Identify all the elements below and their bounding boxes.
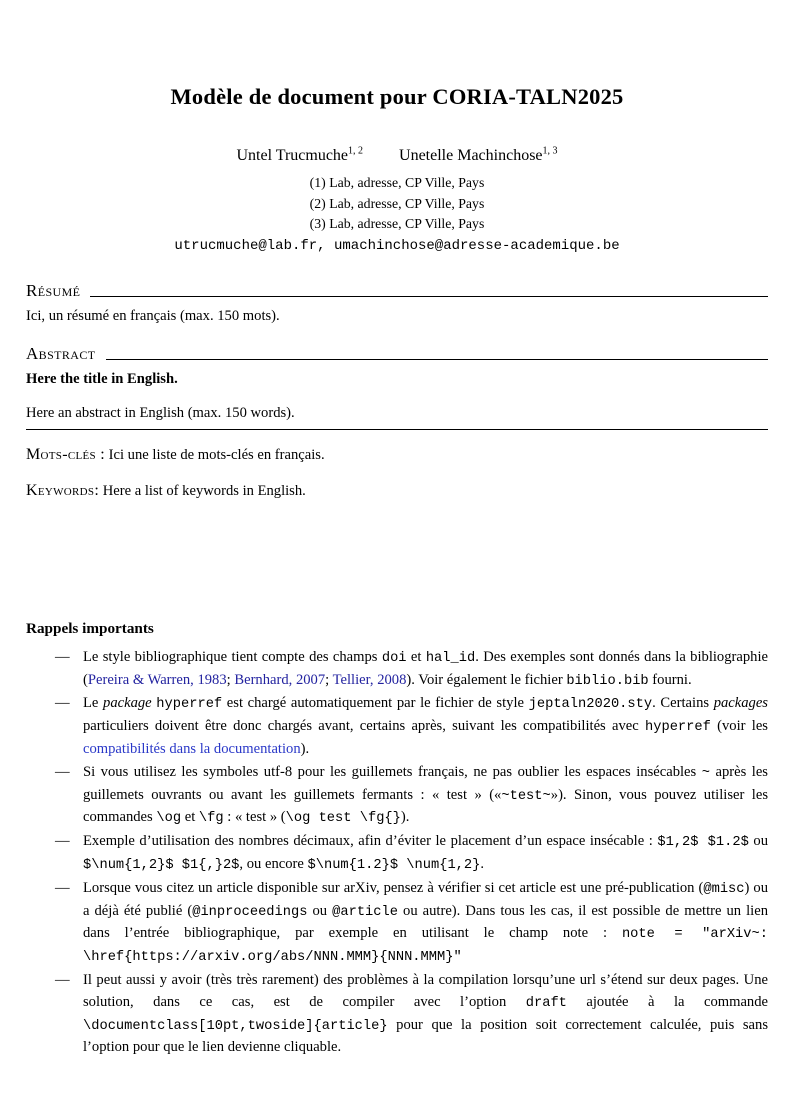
heading-rule bbox=[90, 296, 768, 297]
code-span: $\num{1,2}$ $1{,}2$ bbox=[83, 857, 240, 873]
abstract-section bbox=[26, 344, 768, 430]
code-span: hal_id bbox=[425, 650, 476, 666]
code-span: ~ bbox=[701, 765, 710, 781]
author-emails: utrucmuche@lab.fr, umachinchose@adresse-academique.be bbox=[174, 237, 620, 254]
text-segment: ) ou a déjà été publié ( bbox=[83, 879, 768, 919]
abstract-text: Here an abstract in English (max. 150 words). bbox=[26, 404, 295, 421]
reminders-heading: Rappels importants bbox=[26, 619, 154, 637]
resume-section bbox=[26, 281, 768, 327]
resume-heading bbox=[26, 281, 768, 301]
code-span: \documentclass[10pt,twoside]{article} bbox=[83, 1018, 388, 1034]
text-segment: après les guillemets ouvrants ou avant les guillemets fermants : « test » (« bbox=[83, 763, 768, 803]
affiliation-line: (1) Lab, adresse, CP Ville, Pays bbox=[309, 175, 485, 190]
text-segment: . Certains bbox=[652, 695, 714, 712]
text-segment: Si vous utilisez les symboles utf-8 pour les guillemets français, ne pas oublier les espaces insécables bbox=[83, 763, 702, 780]
text-segment: ou autre). Dans tous les cas, il est possible de mettre un lien dans l’entrée bibliographique, par exemple en utilisant le champ note : bbox=[83, 902, 769, 942]
affiliation-line: (2) Lab, adresse, CP Ville, Pays bbox=[309, 195, 485, 211]
text-segment: »). Sinon, vous pouvez utiliser les commandes bbox=[83, 786, 768, 826]
code-span: \og test \fg{} bbox=[285, 811, 401, 827]
keywords-label: Keywords: bbox=[26, 481, 100, 499]
text-segment: particuliers doivent être donc chargés avant, certains après, suivant les compatibilités avec bbox=[83, 718, 645, 735]
code-span: \og bbox=[156, 811, 182, 827]
text-segment: Le style bibliographique tient compte des champs bbox=[83, 648, 382, 665]
documentation-link[interactable]: compatibilités dans la documentation bbox=[83, 740, 301, 757]
resume-label: Résumé bbox=[26, 280, 81, 300]
text-segment: ). bbox=[400, 809, 410, 826]
bullet-dash: — bbox=[55, 648, 70, 665]
paper-title: Modèle de document pour CORIA-TALN2025 bbox=[170, 84, 624, 109]
text-segment: . Des exemples sont donnés dans la bibliographie ( bbox=[83, 648, 768, 688]
text-segment: Le bbox=[83, 695, 104, 712]
emphasis-text: packages bbox=[713, 695, 768, 712]
list-item bbox=[55, 762, 768, 830]
citation-link[interactable]: Pereira & Warren, 1983 bbox=[87, 671, 227, 688]
code-span: @misc bbox=[703, 881, 745, 897]
text-segment: ; bbox=[325, 671, 333, 688]
citation-link[interactable]: Tellier, 2008 bbox=[332, 671, 407, 688]
abstract-label: Abstract bbox=[26, 343, 96, 363]
list-item bbox=[55, 831, 768, 877]
code-span: $\num{1.2}$ \num{1,2} bbox=[307, 857, 481, 873]
affiliations-block bbox=[26, 173, 768, 235]
motscles-line bbox=[26, 444, 768, 466]
affiliation-line: (3) Lab, adresse, CP Ville, Pays bbox=[309, 216, 485, 232]
keywords-line bbox=[26, 480, 768, 502]
text-segment: (voir les bbox=[710, 718, 768, 735]
text-segment: . bbox=[480, 855, 485, 872]
text-segment: et bbox=[181, 809, 199, 826]
code-span: hyperref bbox=[645, 720, 711, 736]
text-segment: Il peut aussi y avoir (très très rarement) des problèmes à la compilation lorsqu’une url s’étend sur deux pages. Une solution, dans ce cas, est de compiler avec l’option bbox=[83, 971, 768, 1010]
authors-line bbox=[26, 147, 768, 165]
bullet-text bbox=[83, 693, 768, 760]
english-title: Here the title in English. bbox=[26, 370, 178, 387]
bullets-list bbox=[55, 647, 768, 1059]
text-segment: ; bbox=[226, 671, 235, 688]
code-span: doi bbox=[381, 650, 407, 666]
keywords-text: Here a list of keywords in English. bbox=[102, 482, 306, 499]
motscles-text: Ici une liste de mots-clés en français. bbox=[108, 446, 325, 463]
bullet-text bbox=[83, 762, 768, 830]
text-segment: , ou encore bbox=[239, 855, 308, 872]
text-segment: ou bbox=[748, 833, 769, 850]
text-segment: ). Voir également le fichier bbox=[406, 671, 567, 688]
bullet-dash: — bbox=[55, 879, 70, 896]
abstract-heading bbox=[26, 344, 768, 364]
heading-rule bbox=[106, 359, 769, 360]
resume-text: Ici, un résumé en français (max. 150 mots). bbox=[26, 307, 280, 324]
list-item bbox=[55, 878, 768, 969]
list-item bbox=[55, 693, 768, 760]
list-item bbox=[55, 970, 768, 1059]
code-span: @inproceedings bbox=[192, 904, 308, 920]
text-segment: fourni. bbox=[648, 671, 692, 688]
bullet-dash: — bbox=[55, 833, 70, 850]
code-span: $1,2$ $1.2$ bbox=[657, 835, 749, 851]
abstract-bottom-rule bbox=[26, 429, 768, 430]
code-span: \fg bbox=[198, 811, 224, 827]
text-segment: Lorsque vous citez un article disponible sur arXiv, pensez à vérifier si cet article est une pré-publication ( bbox=[83, 879, 704, 896]
code-span: hyperref bbox=[156, 697, 223, 713]
author bbox=[236, 147, 363, 164]
author-name: Unetelle Machinchose bbox=[399, 147, 543, 164]
bullet-dash: — bbox=[55, 763, 70, 780]
text-segment: : « test » ( bbox=[223, 809, 286, 826]
code-span: draft bbox=[525, 995, 567, 1011]
text-segment: ou bbox=[307, 902, 333, 919]
bullet-dash: — bbox=[55, 695, 70, 712]
author-name: Untel Trucmuche bbox=[236, 147, 349, 164]
text-segment: ajoutée à la commande bbox=[566, 993, 768, 1010]
citation-link[interactable]: Bernhard, 2007 bbox=[234, 671, 326, 688]
text-segment: pour que la position soit correctement calculée, puis sans l’option pour que le lien devienne cliquable. bbox=[83, 1016, 768, 1056]
code-span: biblio.bib bbox=[566, 673, 649, 689]
motscles-label: Mots-clés : bbox=[26, 445, 105, 463]
bullet-dash: — bbox=[55, 971, 70, 988]
code-span: jeptaln2020.sty bbox=[528, 697, 653, 713]
author bbox=[399, 147, 558, 164]
text-segment: ). bbox=[300, 740, 310, 757]
text-segment: est chargé automatiquement par le fichier de style bbox=[222, 695, 529, 712]
text-segment: et bbox=[406, 648, 426, 665]
list-item bbox=[55, 647, 768, 693]
bullet-text bbox=[83, 970, 768, 1059]
author-affiliation-sup: 1, 2 bbox=[348, 145, 364, 157]
author-affiliation-sup: 1, 3 bbox=[542, 145, 558, 157]
bullet-text bbox=[83, 831, 768, 877]
bullet-text bbox=[83, 647, 768, 693]
emphasis-text: package bbox=[103, 695, 152, 712]
code-span: note = "arXiv~: \href{https://arxiv.org/abs/NNN.MMM}{NNN.MMM}" bbox=[83, 927, 768, 966]
code-span: ~test~ bbox=[501, 788, 551, 804]
bullet-text bbox=[83, 878, 768, 969]
code-span: @article bbox=[332, 904, 398, 920]
text-segment: Exemple d’utilisation des nombres décimaux, afin d’éviter le placement d’un espace insécable : bbox=[83, 833, 658, 850]
